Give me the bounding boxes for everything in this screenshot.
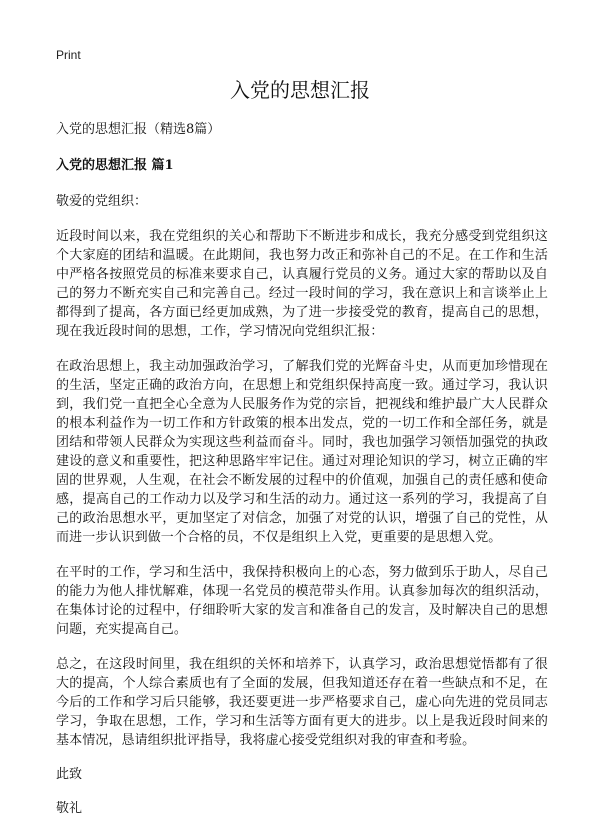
paragraph-4: 总之，在这段时间里，我在组织的关怀和培养下，认真学习，政治思想觉悟都有了很大的提高，个人综合素质也有了全面的发展，但我知道还存在着一些缺点和不足，在今后的工作和学习后只能够，我还要更进一步严格要求自己，虚心向先进的党员同志学习，争取在思想，工作，学习和生活等方面有更大的进步。以上是我近段时间来的基本情况，恳请组织批评指导，我将虚心接受党组织对我的审查和考验。	[56, 657, 548, 748]
paragraph-3: 在平时的工作，学习和生活中，我保持积极向上的心态，努力做到乐于助人，尽自己的能力为他人排忧解难，体现一名党员的模范带头作用。认真参加每次的组织活动，在集体讨论的过程中，仔细聆听大家的发言和准备自己的发言，及时解决自己的思想问题，充实提高自己。	[56, 565, 548, 637]
section-heading: 入党的思想汇报 篇1	[56, 158, 174, 173]
document-body	[56, 121, 548, 818]
closing-line-1: 此致	[56, 767, 83, 782]
document-title: 入党的思想汇报	[230, 78, 370, 102]
print-link[interactable]: Print	[56, 48, 81, 62]
paragraph-2: 在政治思想上，我主动加强政治学习，了解我们党的光辉奋斗史，从而更加珍惜现在的生活，坚定正确的政治方向，在思想上和党组织保持高度一致。通过学习，我认识到，我们党一直把全心全意为人民服务作为党的宗旨，把视线和维护最广大人民群众的根本利益作为一切工作和方针政策的根本出发点，党的一切工作和全部任务，就是团结和带领人民群众为实现这些利益而奋斗。同时，我也加强学习领悟加强党的执政建设的意义和重要性，把这种思路牢牢记住。通过对理论知识的学习，树立正确的牢固的世界观，人生观，在社会不断发展的过程中的价值观，加强自己的责任感和使命感，提高自己的工作动力以及学习和生活的动力。通过这一系列的学习，我提高了自己的政治思想水平，更加坚定了对信念，加强了对党的认识，增强了自己的党性，从而进一步认识到做一个合格的员，不仅是组织上入党，更重要的是思想入党。	[56, 359, 548, 545]
paragraph-1: 近段时间以来，我在党组织的关心和帮助下不断进步和成长，我充分感受到党组织这个大家庭的团结和温暖。在此期间，我也努力改正和弥补自己的不足。在工作和生活中严格各按照党员的标准来要求自己，认真履行党员的义务。通过大家的帮助以及自己的努力不断充实自己和完善自己。经过一段时间的学习，我在意识上和言谈举止上都得到了提高，各方面已经更加成熟，为了进一步接受党的教育，提高自己的思想，现在我近段时间的思想，工作，学习情况向党组织汇报：	[56, 229, 548, 339]
salutation: 敬爱的党组织：	[56, 194, 148, 209]
document-subtitle: 入党的思想汇报（精选8篇）	[56, 122, 221, 137]
closing-line-2: 敬礼	[56, 801, 83, 816]
